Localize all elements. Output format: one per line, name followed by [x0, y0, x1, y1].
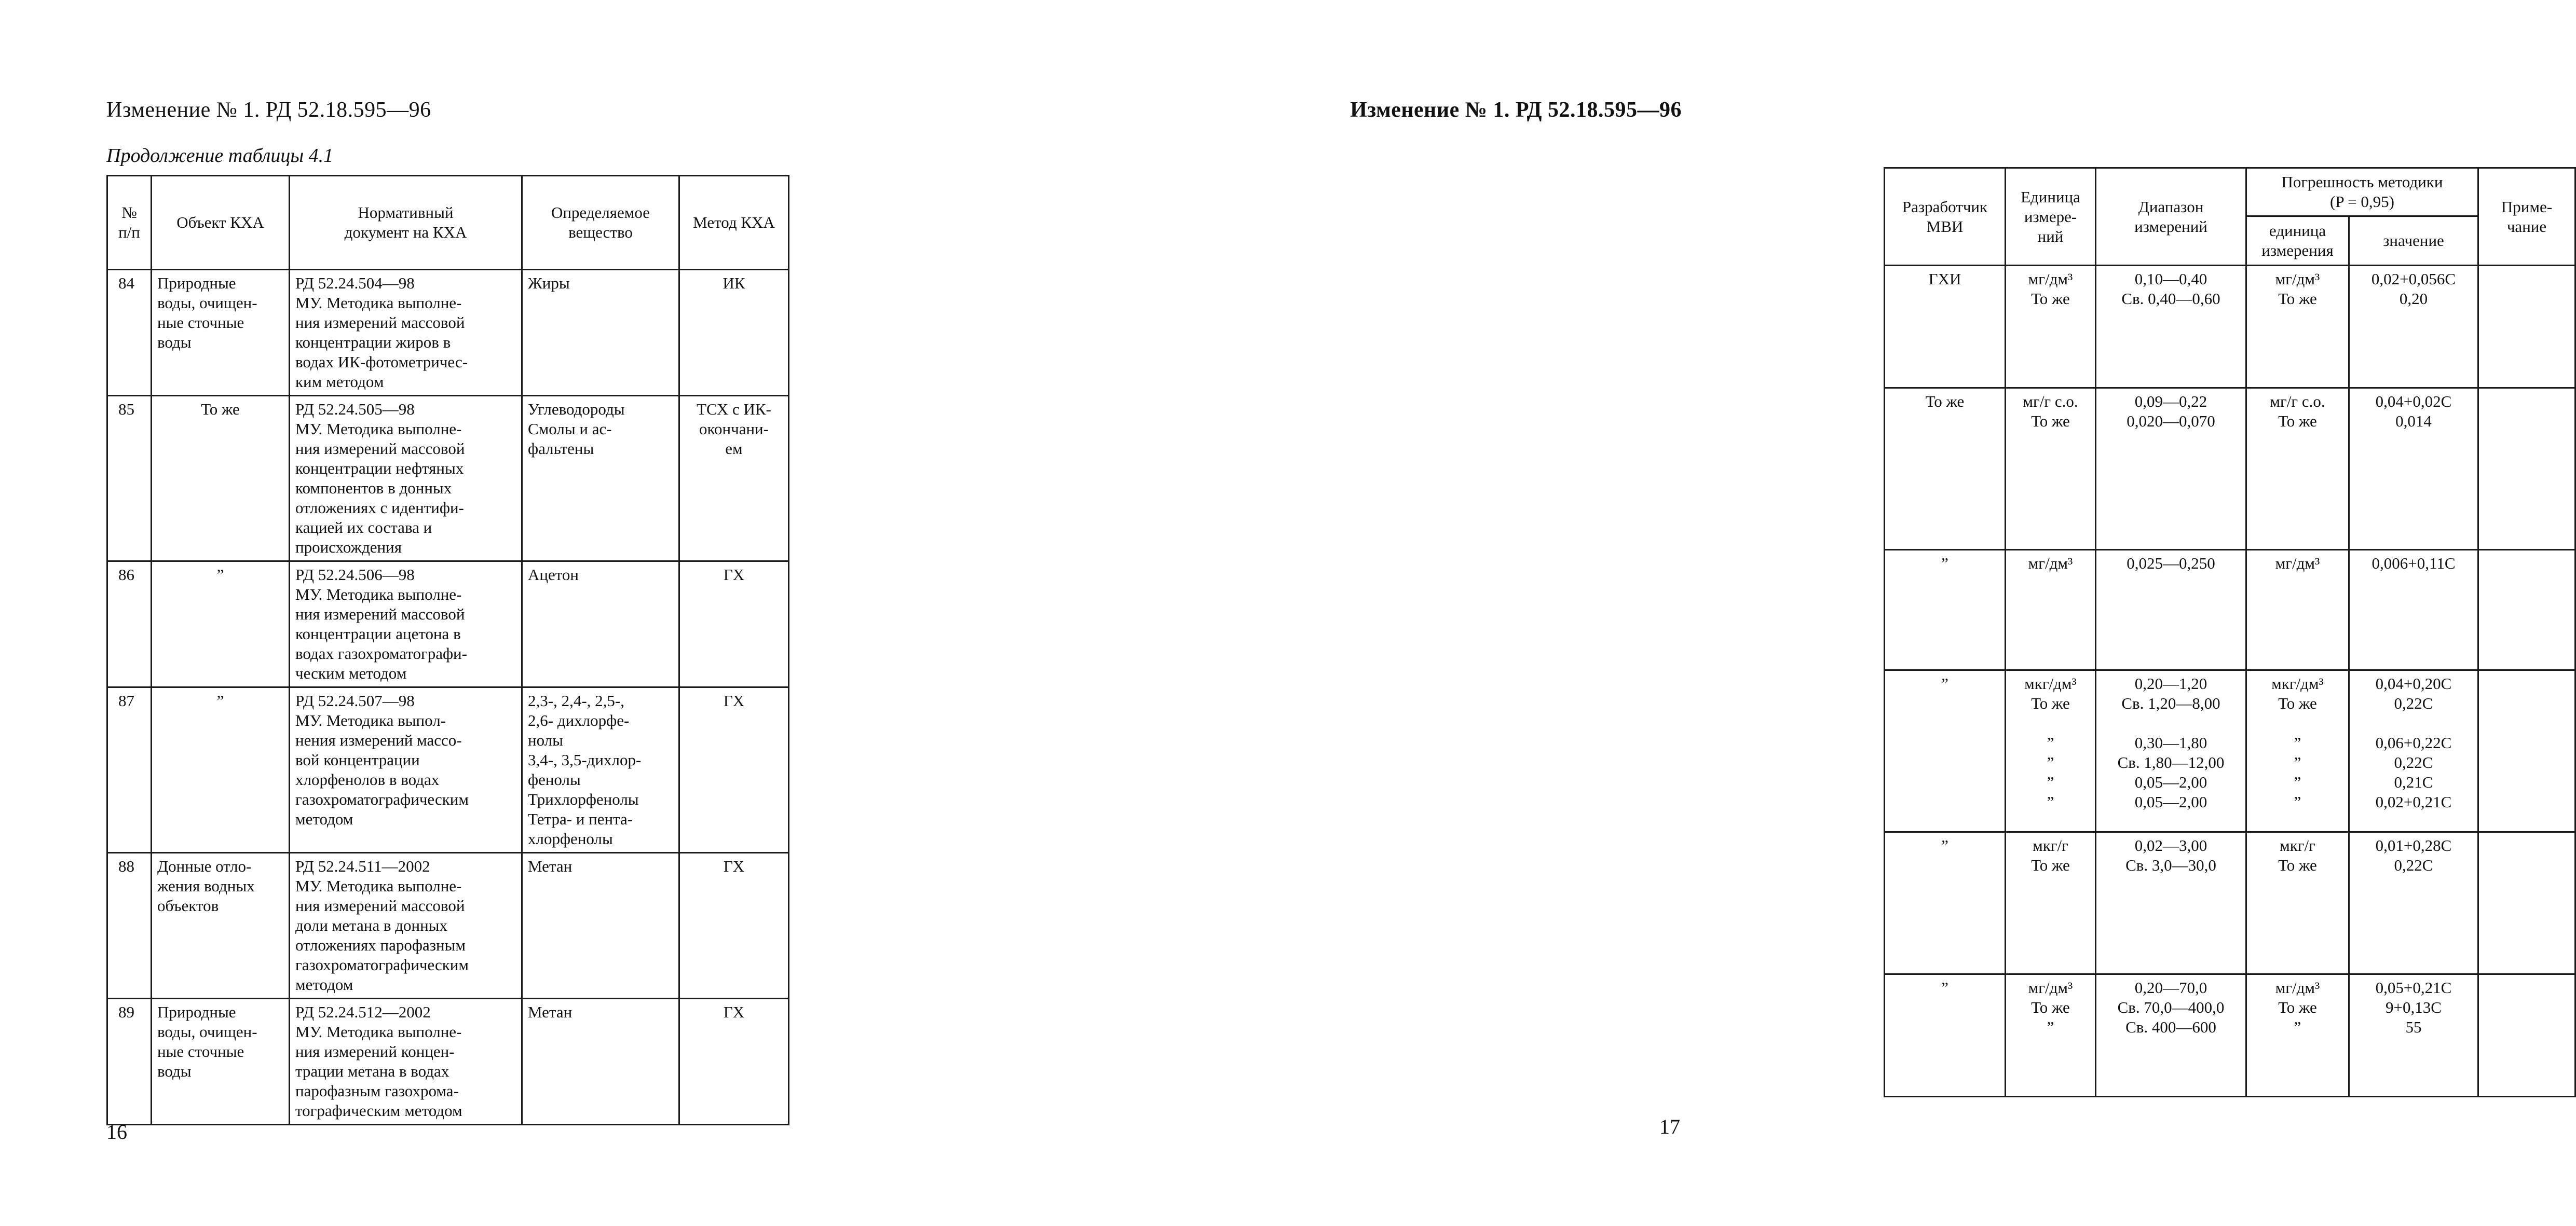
row-substance: 2,3-, 2,4-, 2,5-, 2,6- дихлорфе- нолы 3,4-, 3,5-дихлор- фенолы Трихлорфенолы Тетра- и пента- хлорфенолы	[522, 687, 679, 853]
row-doc: РД 52.24.507—98 МУ. Методика выпол- нения измерений массо- вой концентрации хлорфенолов в водах газохроматографическим методом	[290, 687, 522, 853]
row-object: ”	[152, 561, 290, 687]
accuracy-table	[1884, 167, 2576, 1097]
row-error-value: 0,02+0,056C 0,20	[2349, 266, 2478, 388]
row-method: ИК	[679, 270, 789, 396]
row-unit: мг/дм³ То же	[2006, 266, 2096, 388]
row-error-unit: мкг/г То же	[2246, 832, 2349, 974]
table-row	[107, 999, 789, 1125]
row-num: 88	[107, 853, 152, 999]
header-object: Объект КХА	[152, 176, 290, 270]
row-doc: РД 52.24.512—2002 МУ. Методика выполне- ния измерений концен- трации метана в водах парофазным газохрома- тографическим методом	[290, 999, 522, 1125]
row-method: ГХ	[679, 999, 789, 1125]
row-note	[2478, 550, 2575, 670]
row-method: ГХ	[679, 561, 789, 687]
row-range: 0,025—0,250	[2096, 550, 2246, 670]
row-range: 0,09—0,22 0,020—0,070	[2096, 388, 2246, 550]
table-row	[1885, 550, 2575, 670]
row-note	[2478, 670, 2575, 832]
row-error-value: 0,04+0,02C 0,014	[2349, 388, 2478, 550]
row-unit: мг/дм³	[2006, 550, 2096, 670]
row-error-unit: мг/дм³ То же ”	[2246, 974, 2349, 1097]
row-error-value: 0,05+0,21C 9+0,13C 55	[2349, 974, 2478, 1097]
row-developer: ГХИ	[1885, 266, 2006, 388]
header-error-group: Погрешность методики (P = 0,95)	[2246, 168, 2478, 216]
row-error-value: 0,04+0,20C 0,22C 0,06+0,22C 0,22C 0,21C 0,02+0,21C	[2349, 670, 2478, 832]
row-error-unit: мкг/дм³ То же ” ” ” ”	[2246, 670, 2349, 832]
row-unit: мкг/дм³ То же ” ” ” ”	[2006, 670, 2096, 832]
left-running-head: Изменение № 1. РД 52.18.595—96	[106, 98, 431, 122]
table-header-row	[1885, 168, 2575, 216]
row-substance: Метан	[522, 853, 679, 999]
table-row	[1885, 670, 2575, 832]
row-range: 0,10—0,40 Св. 0,40—0,60	[2096, 266, 2246, 388]
row-object: Донные отло- жения водных объектов	[152, 853, 290, 999]
row-error-unit: мг/дм³ То же	[2246, 266, 2349, 388]
header-method: Метод КХА	[679, 176, 789, 270]
table-row	[107, 853, 789, 999]
row-developer: То же	[1885, 388, 2006, 550]
table-row	[1885, 388, 2575, 550]
left-page	[0, 0, 889, 1226]
row-substance: Жиры	[522, 270, 679, 396]
row-doc: РД 52.24.511—2002 МУ. Методика выполне- ния измерений массовой доли метана в донных отложениях парофазным газохроматографическим методом	[290, 853, 522, 999]
row-range: 0,20—1,20 Св. 1,20—8,00 0,30—1,80 Св. 1,80—12,00 0,05—2,00 0,05—2,00	[2096, 670, 2246, 832]
row-unit: мкг/г То же	[2006, 832, 2096, 974]
row-method: ТСХ с ИК- окончани- ем	[679, 396, 789, 561]
row-doc: РД 52.24.504—98 МУ. Методика выполне- ния измерений массовой концентрации жиров в водах ИК-фотометричес- ким методом	[290, 270, 522, 396]
header-unit: Единица измере- ний	[2006, 168, 2096, 266]
header-note: Приме- чание	[2478, 168, 2575, 266]
header-range: Диапазон измерений	[2096, 168, 2246, 266]
row-note	[2478, 388, 2575, 550]
row-doc: РД 52.24.505—98 МУ. Методика выполне- ния измерений массовой концентрации нефтяных компонентов в донных отложениях с идентифи- кацией их состава и происхождения	[290, 396, 522, 561]
right-page	[889, 0, 2553, 1226]
row-unit: мг/г с.о. То же	[2006, 388, 2096, 550]
row-range: 0,02—3,00 Св. 3,0—30,0	[2096, 832, 2246, 974]
row-developer: ”	[1885, 832, 2006, 974]
row-substance: Метан	[522, 999, 679, 1125]
row-developer: ”	[1885, 974, 2006, 1097]
header-developer: Разработчик МВИ	[1885, 168, 2006, 266]
row-note	[2478, 974, 2575, 1097]
header-doc: Нормативный документ на КХА	[290, 176, 522, 270]
row-method: ГХ	[679, 687, 789, 853]
right-page-number: 17	[1659, 1115, 1680, 1138]
row-object: Природные воды, очищен- ные сточные воды	[152, 270, 290, 396]
table-row	[107, 687, 789, 853]
row-error-unit: мг/дм³	[2246, 550, 2349, 670]
row-num: 85	[107, 396, 152, 561]
table-row	[107, 270, 789, 396]
row-num: 89	[107, 999, 152, 1125]
header-num: № п/п	[107, 176, 152, 270]
table-row	[107, 561, 789, 687]
row-object: ”	[152, 687, 290, 853]
row-unit: мг/дм³ То же ”	[2006, 974, 2096, 1097]
table-row	[1885, 266, 2575, 388]
row-substance: Углеводороды Смолы и ас- фальтены	[522, 396, 679, 561]
row-doc: РД 52.24.506—98 МУ. Методика выполне- ния измерений массовой концентрации ацетона в водах газохроматографи- ческим методом	[290, 561, 522, 687]
row-error-unit: мг/г с.о. То же	[2246, 388, 2349, 550]
row-error-value: 0,01+0,28C 0,22C	[2349, 832, 2478, 974]
table-caption: Продолжение таблицы 4.1	[106, 145, 334, 167]
row-note	[2478, 266, 2575, 388]
row-num: 84	[107, 270, 152, 396]
table-row	[1885, 832, 2575, 974]
header-error-value: значение	[2349, 216, 2478, 266]
row-object: Природные воды, очищен- ные сточные воды	[152, 999, 290, 1125]
right-running-head: Изменение № 1. РД 52.18.595—96	[1350, 98, 1682, 122]
row-object: То же	[152, 396, 290, 561]
row-developer: ”	[1885, 670, 2006, 832]
row-range: 0,20—70,0 Св. 70,0—400,0 Св. 400—600	[2096, 974, 2246, 1097]
header-substance: Определяемое вещество	[522, 176, 679, 270]
header-error-unit: единица измерения	[2246, 216, 2349, 266]
row-substance: Ацетон	[522, 561, 679, 687]
table-header-row	[107, 176, 789, 270]
row-developer: ”	[1885, 550, 2006, 670]
row-method: ГХ	[679, 853, 789, 999]
row-num: 86	[107, 561, 152, 687]
row-error-value: 0,006+0,11C	[2349, 550, 2478, 670]
row-num: 87	[107, 687, 152, 853]
methods-table	[106, 175, 789, 1125]
left-page-number: 16	[106, 1120, 127, 1144]
row-note	[2478, 832, 2575, 974]
table-row	[107, 396, 789, 561]
table-row	[1885, 974, 2575, 1097]
